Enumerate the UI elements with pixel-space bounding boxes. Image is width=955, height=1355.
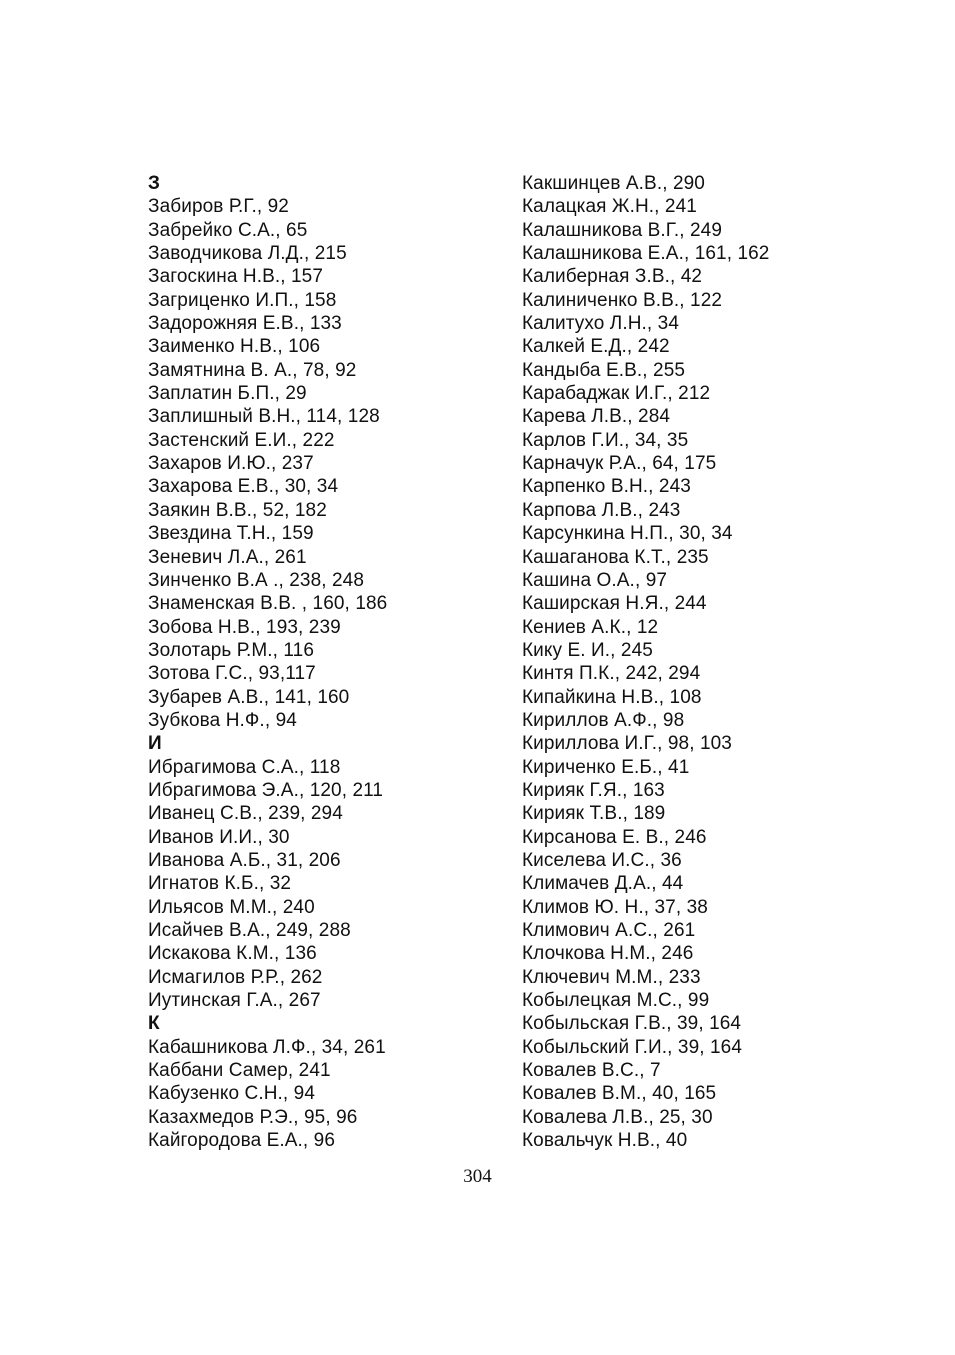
- index-letter-heading: И: [148, 733, 162, 755]
- index-entry: Кабузенко С.Н., 94: [148, 1083, 316, 1105]
- index-entry: Клочкова Н.М., 246: [522, 943, 694, 965]
- page-number: 304: [463, 1166, 492, 1187]
- index-entry: Иутинская Г.А., 267: [148, 990, 321, 1012]
- index-entry: Ибрагимова С.А., 118: [148, 756, 341, 778]
- index-entry: Застенский Е.И., 222: [148, 429, 335, 451]
- index-entry: Ковалев В.С., 7: [522, 1060, 661, 1082]
- index-entry: Калитухо Л.Н., 34: [522, 313, 680, 335]
- index-entry: Калиниченко В.В., 122: [522, 289, 723, 311]
- index-entry: Кириллов А.Ф., 98: [522, 709, 685, 731]
- index-entry: Заплатин Б.П., 29: [148, 383, 307, 405]
- index-entry: Ковальчук Н.В., 40: [522, 1130, 688, 1152]
- index-entry: Кобыльский Г.И., 39, 164: [522, 1036, 743, 1058]
- index-entry: Задорожняя Е.В., 133: [148, 313, 342, 335]
- index-entry: Ковалев В.М., 40, 165: [522, 1083, 717, 1105]
- index-entry: Забрейко С.А., 65: [148, 219, 308, 241]
- index-entry: Заименко Н.В., 106: [148, 336, 321, 358]
- index-entry: Карпова Л.В., 243: [522, 499, 681, 521]
- index-entry: Кабашникова Л.Ф., 34, 261: [148, 1036, 386, 1058]
- index-entry: Карначук Р.А., 64, 175: [522, 453, 717, 475]
- index-entry: Казахмедов Р.Э., 95, 96: [148, 1106, 358, 1128]
- index-entry: Кашина О.А., 97: [522, 569, 668, 591]
- index-entry: Знаменская В.В. , 160, 186: [148, 593, 388, 615]
- index-entry: Кипайкина Н.В., 108: [522, 686, 702, 708]
- index-entry: Калиберная З.В., 42: [522, 266, 703, 288]
- index-entry: Каширская Н.Я., 244: [522, 593, 707, 615]
- index-entry: Загоскина Н.В., 157: [148, 266, 323, 288]
- index-entry: Кирияк Т.В., 189: [522, 803, 666, 825]
- index-entry: Кашаганова К.Т., 235: [522, 546, 709, 568]
- index-entry: Заводчикова Л.Д., 215: [148, 243, 347, 265]
- index-entry: Звездина Т.Н., 159: [148, 523, 314, 545]
- index-entry: Кобыльская Г.В., 39, 164: [522, 1013, 742, 1035]
- index-entry: Кобылецкая М.С., 99: [522, 990, 710, 1012]
- index-entry: Карпенко В.Н., 243: [522, 476, 691, 498]
- index-entry: Кинтя П.К., 242, 294: [522, 663, 701, 685]
- index-entry: Забиров Р.Г., 92: [148, 196, 289, 218]
- index-entry: Загриценко И.П., 158: [148, 289, 337, 311]
- index-entry: Калашникова Е.А., 161, 162: [522, 243, 770, 265]
- index-entry: Киселева И.С., 36: [522, 849, 682, 871]
- index-entry: Исайчев В.А., 249, 288: [148, 920, 351, 941]
- index-entry: Кирияк Г.Я., 163: [522, 779, 665, 801]
- index-entry: Кику Е. И., 245: [522, 639, 653, 661]
- index-column-left: [148, 172, 387, 1152]
- index-entry: Ибрагимова Э.А., 120, 211: [148, 779, 384, 801]
- index-entry: Искакова К.М., 136: [148, 943, 317, 965]
- index-entry: Ковалева Л.В., 25, 30: [522, 1106, 713, 1128]
- index-entry: Карева Л.В., 284: [522, 406, 671, 428]
- index-entry: Карлов Г.И., 34, 35: [522, 429, 689, 451]
- index-entry: Иванец С.В., 239, 294: [148, 803, 343, 825]
- index-entry: Карабаджак И.Г., 212: [522, 383, 711, 405]
- index-entry: Калашникова В.Г., 249: [522, 219, 723, 241]
- index-entry: Кирсанова Е. В., 246: [522, 826, 707, 848]
- index-column-right: [522, 172, 769, 1152]
- index-entry: Исмагилов Р.Р., 262: [148, 966, 323, 988]
- index-entry: Ключевич М.М., 233: [522, 966, 701, 988]
- index-entry: Климов Ю. Н., 37, 38: [522, 896, 708, 918]
- index-entry: Калацкая Ж.Н., 241: [522, 196, 697, 218]
- index-entry: Заплишный В.Н., 114, 128: [148, 406, 380, 428]
- index-entry: Ильясов М.М., 240: [148, 896, 315, 918]
- index-letter-heading: К: [148, 1013, 160, 1035]
- index-entry: Замятнина В. А., 78, 92: [148, 359, 357, 381]
- index-entry: Иванов И.И., 30: [148, 826, 290, 848]
- index-entry: Кириченко Е.Б., 41: [522, 756, 690, 778]
- index-entry: Захарова Е.В., 30, 34: [148, 476, 339, 498]
- index-entry: Каббани Самер, 241: [148, 1060, 331, 1082]
- index-entry: Кайгородова Е.А., 96: [148, 1130, 336, 1152]
- index-entry: Какшинцев А.В., 290: [522, 173, 705, 194]
- index-entry: Карсункина Н.П., 30, 34: [522, 523, 733, 545]
- index-entry: Захаров И.Ю., 237: [148, 453, 314, 475]
- index-entry: Заякин В.В., 52, 182: [148, 499, 327, 521]
- index-entry: Золотарь Р.М., 116: [148, 639, 314, 661]
- index-entry: Игнатов К.Б., 32: [148, 873, 292, 895]
- index-entry: Климович А.С., 261: [522, 920, 696, 941]
- index-entry: Зобова Н.В., 193, 239: [148, 616, 341, 638]
- index-entry: Зотова Г.С., 93,117: [148, 663, 316, 685]
- index-entry: Калкей Е.Д., 242: [522, 336, 670, 358]
- index-entry: Зинченко В.А ., 238, 248: [148, 569, 365, 591]
- index-entry: Климачев Д.А., 44: [522, 873, 684, 895]
- index-entry: Кениев А.К., 12: [522, 616, 659, 638]
- index-entry: Иванова А.Б., 31, 206: [148, 849, 341, 871]
- index-letter-heading: З: [148, 173, 161, 194]
- index-entry: Зубарев А.В., 141, 160: [148, 686, 350, 708]
- index-entry: Зеневич Л.А., 261: [148, 546, 307, 568]
- index-entry: Кириллова И.Г., 98, 103: [522, 733, 732, 755]
- index-entry: Кандыба Е.В., 255: [522, 359, 686, 381]
- index-entry: Зубкова Н.Ф., 94: [148, 709, 297, 731]
